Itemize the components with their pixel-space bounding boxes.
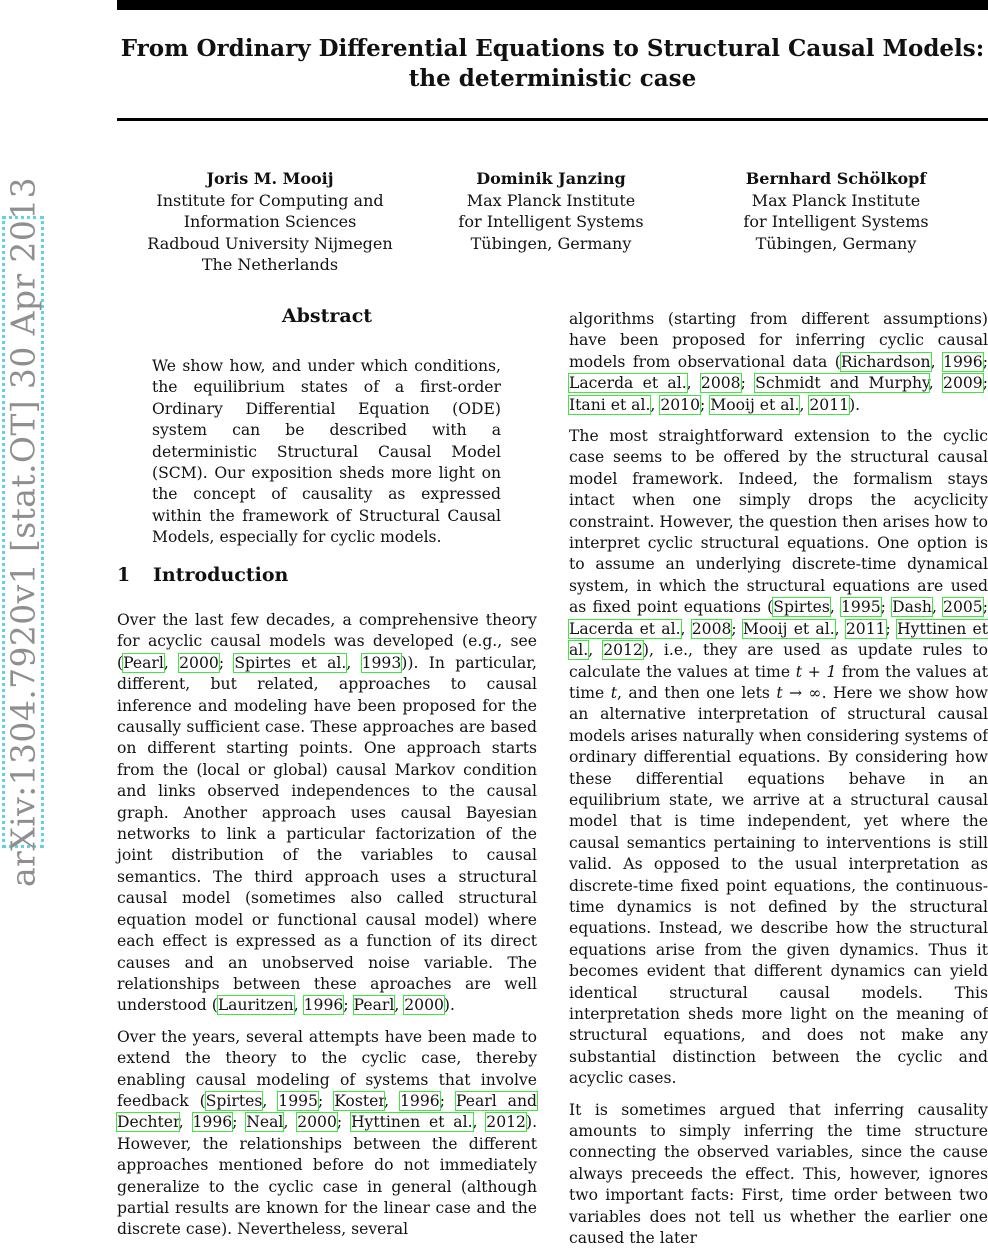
citation-link[interactable]: 2000: [297, 1113, 337, 1132]
author-affiliation-line: for Intelligent Systems: [458, 212, 644, 231]
citation-link[interactable]: 1996: [303, 996, 344, 1015]
section-heading: [117, 564, 288, 586]
author-name: Bernhard Schölkopf: [745, 169, 927, 188]
title-line-2: the deterministic case: [408, 65, 697, 92]
title-rule: [117, 118, 988, 121]
citation-link[interactable]: 2012: [486, 1113, 526, 1132]
paragraph: The most straightforward extension to the cyclic case seems to be offered by the structural causal model framework. Indeed, the formalism stays intact when one simply drops the acyclicity constraint. However, the question then arises how to interpret cyclic structural equations. One option is to assume an underlying discrete-time dynamical system, in which the structural equations are used as fixed point equations (Spirtes, 1995; Dash, 2005; Lacerda et al., 2008; Mooij et al., 2011; Hyttinen et al., 2012), i.e., they are used as update rules to calculate the values at time t + 1 from the values at time t, and then one lets t → ∞. Here we show how an alternative interpretation of structural causal models arises naturally when considering systems of ordinary differential equations. By considering how these differential equations behave in an equilibrium state, we arrive at a structural causal model that is time independent, yet where the causal semantics pertaining to interventions is still valid. As opposed to the usual interpretation as discrete-time fixed point equations, the continuous-time dynamics is not defined by the structural equations. Instead, we describe how the structural equations arise from the given dynamics. Thus it becomes evident that different dynamics can yield identical structural causal models. This interpretation sheds more light on the meaning of structural equations, and does not make any substantial distinction between the cyclic and acyclic cases.: [569, 427, 988, 1088]
citation-link[interactable]: 2005: [943, 598, 983, 617]
citation-link[interactable]: Hyttinen et al.: [569, 619, 988, 660]
author-affiliation-line: Tübingen, Germany: [470, 233, 632, 253]
citation-link[interactable]: 1995: [840, 598, 881, 617]
author-affiliation-line: Institute for Computing and: [156, 190, 384, 210]
paragraph: Over the last few decades, a comprehensive theory for acyclic causal models was developed (e.g., see (Pearl, 2000; Spirtes et al., 1993)). In particular, different, but related, approaches to causal inference and modeling have been proposed for the causally sufficient case. These approaches are based on different starting points. One approach starts from the (local or global) causal Markov condition and links observed independences to the causal graph. Another approach uses causal Bayesian networks to link a particular factorization of the joint distribution of the variables to causal semantics. The third approach uses a structural causal model (sometimes also called structural equation model or functional causal model) where each effect is expressed as a function of its direct causes and an unobserved noise variable. The relationships between these aproaches are well understood (Lauritzen, 1996; Pearl, 2000).: [117, 611, 537, 1015]
citation-link[interactable]: 2008: [691, 619, 732, 638]
citation-link[interactable]: 2012: [603, 641, 643, 660]
citation-link[interactable]: 2000: [179, 653, 219, 672]
citation-link[interactable]: Mooij et al.: [710, 395, 800, 414]
citation-link[interactable]: 2011: [809, 395, 850, 414]
citation-link[interactable]: 2009: [943, 374, 983, 393]
author-affiliation-line: Tübingen, Germany: [755, 233, 917, 253]
author-block: [440, 168, 662, 254]
paragraph: algorithms (starting from different assumptions) have been proposed for inferring cyclic causal models from observational data (Richardson, 1996; Lacerda et al., 2008; Schmidt and Murphy, 2009; Itani et al., 2010; Mooij et al., 2011).: [569, 310, 988, 414]
author-name: Joris M. Mooij: [206, 169, 334, 188]
citation-link[interactable]: 2000: [404, 996, 444, 1015]
author-affiliation-line: Information Sciences: [183, 212, 357, 231]
citation-link[interactable]: Pearl: [353, 996, 395, 1015]
citation-link[interactable]: Mooij et al.: [742, 619, 835, 638]
author-block: [140, 168, 400, 276]
abstract-heading: Abstract: [281, 305, 373, 327]
citation-link[interactable]: 1995: [278, 1091, 318, 1110]
math-expression: t + 1: [795, 662, 837, 681]
section-title: Introduction: [153, 564, 289, 586]
author-affiliation-line: The Netherlands: [201, 255, 339, 274]
citation-link[interactable]: 1996: [192, 1113, 233, 1132]
citation-link[interactable]: Dash: [892, 598, 932, 617]
arxiv-stamp: [2, 176, 44, 888]
citation-link[interactable]: Lacerda et al.: [569, 619, 681, 638]
math-expression: t: [610, 683, 618, 702]
citation-link[interactable]: Itani et al.: [569, 395, 651, 414]
citation-link[interactable]: 2011: [845, 619, 886, 638]
citation-link[interactable]: Schmidt and Murphy: [755, 374, 929, 393]
right-column: [569, 309, 988, 1259]
author-affiliation-line: for Intelligent Systems: [743, 212, 929, 231]
arxiv-stamp-text: arXiv:1304.7920v1 [stat.OT] 30 Apr 2013: [3, 176, 43, 888]
author-affiliation-line: Max Planck Institute: [466, 190, 636, 210]
citation-link[interactable]: 2010: [660, 395, 701, 414]
math-expression: t → ∞: [776, 683, 822, 702]
top-bar: [117, 0, 988, 10]
citation-link[interactable]: Richardson: [840, 352, 931, 371]
citation-link[interactable]: Spirtes: [773, 598, 830, 617]
citation-link[interactable]: 2008: [700, 374, 741, 393]
author-name: Dominik Janzing: [476, 169, 626, 188]
author-affiliation-line: Max Planck Institute: [751, 190, 921, 210]
section-number: 1: [117, 564, 131, 586]
citation-link[interactable]: Pearl: [123, 653, 164, 672]
citation-link[interactable]: 1993: [361, 653, 402, 672]
citation-link[interactable]: Hyttinen et al.: [350, 1113, 473, 1132]
author-affiliation-line: Radboud University Nijmegen: [147, 233, 393, 253]
author-block: [720, 168, 952, 254]
citation-link[interactable]: Lacerda et al.: [569, 374, 687, 393]
title-line-1: From Ordinary Differential Equations to Structural Causal Models:: [120, 35, 985, 62]
citation-link[interactable]: Koster: [334, 1091, 385, 1110]
citation-link[interactable]: 1996: [943, 352, 983, 371]
paper-title: [117, 34, 988, 94]
citation-link[interactable]: Lauritzen: [217, 996, 294, 1015]
paragraph: It is sometimes argued that inferring causality amounts to simply inferring the time structure connecting the observed variables, since the cause always preceeds the effect. This, however, ignores two important facts: First, time order between two variables does not tell us whether the earlier one caused the later: [569, 1100, 988, 1248]
citation-link[interactable]: Spirtes: [205, 1091, 263, 1110]
abstract-text: We show how, and under which conditions, the equilibrium states of a first-order Ordinary Differential Equation (ODE) system can be described with a deterministic Structural Causal Model (SCM). Our exposition sheds more light on the concept of causality as expressed within the framework of Structural Causal Models, especially for cyclic models.: [152, 357, 501, 547]
left-column: [117, 610, 537, 1251]
paragraph: Over the years, several attempts have been made to extend the theory to the cyclic case, thereby enabling causal modeling of systems that involve feedback (Spirtes, 1995; Koster, 1996; Pearl and Dechter, 1996; Neal, 2000; Hyttinen et al., 2012). However, the relationships between the different approaches mentioned before do not immediately generalize to the cyclic case in general (although partial results are known for the linear case and the discrete case). Nevertheless, several: [117, 1027, 538, 1239]
citation-link[interactable]: Neal: [246, 1113, 284, 1132]
citation-link[interactable]: Pearl and Dechter: [117, 1091, 537, 1132]
citation-link[interactable]: Spirtes et al.: [234, 653, 347, 672]
citation-link[interactable]: 1996: [400, 1091, 440, 1110]
